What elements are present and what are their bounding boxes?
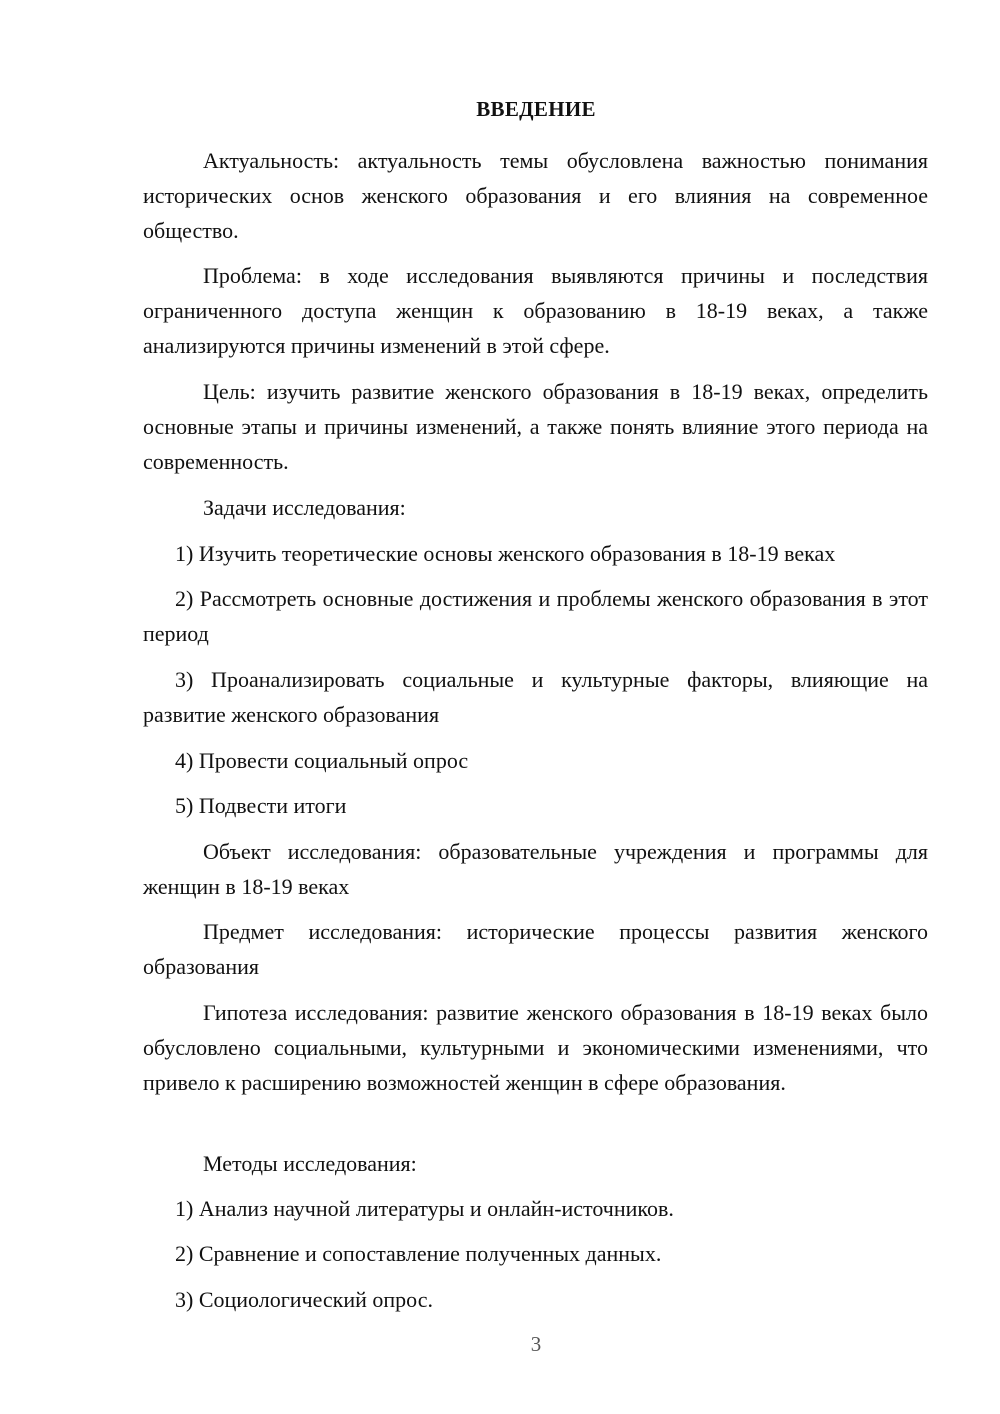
paragraph-hypothesis: Гипотеза исследования: развитие женского образования в 18-19 веках было обусловлено социальными, культурными и экономическими изменениями, что привело к расширению возможностей женщин в сфере образования. xyxy=(143,1000,928,1095)
paragraph-subject: Предмет исследования: исторические процессы развития женского образования xyxy=(143,919,928,979)
task-item-3: 3) Проанализировать социальные и культурные факторы, влияющие на развитие женского образования xyxy=(143,667,928,727)
method-item-3: 3) Социологический опрос. xyxy=(175,1287,433,1312)
methods-heading: Методы исследования: xyxy=(203,1151,417,1176)
method-item-1: 1) Анализ научной литературы и онлайн-источников. xyxy=(175,1196,674,1221)
tasks-heading: Задачи исследования: xyxy=(203,495,406,520)
method-item-2: 2) Сравнение и сопоставление полученных данных. xyxy=(175,1241,662,1266)
paragraph-object: Объект исследования: образовательные учреждения и программы для женщин в 18-19 веках xyxy=(143,839,928,899)
paragraph-problem: Проблема: в ходе исследования выявляются причины и последствия ограниченного доступа женщин к образованию в 18-19 веках, а также анализируются причины изменений в этой сфере. xyxy=(143,263,928,358)
task-item-5: 5) Подвести итоги xyxy=(175,793,347,818)
task-item-4: 4) Провести социальный опрос xyxy=(175,748,469,773)
paragraph-goal: Цель: изучить развитие женского образования в 18-19 веках, определить основные этапы и причины изменений, а также понять влияние этого периода на современность. xyxy=(143,379,928,474)
page-number: 3 xyxy=(530,1332,542,1356)
task-item-2: 2) Рассмотреть основные достижения и проблемы женского образования в этот период xyxy=(143,586,928,646)
paragraph-relevance: Актуальность: актуальность темы обусловлена важностью понимания исторических основ женского образования и его влияния на современное общество. xyxy=(143,148,928,243)
page-title: ВВЕДЕНИЕ xyxy=(476,97,596,121)
task-item-1: 1) Изучить теоретические основы женского образования в 18-19 веках xyxy=(175,541,836,566)
